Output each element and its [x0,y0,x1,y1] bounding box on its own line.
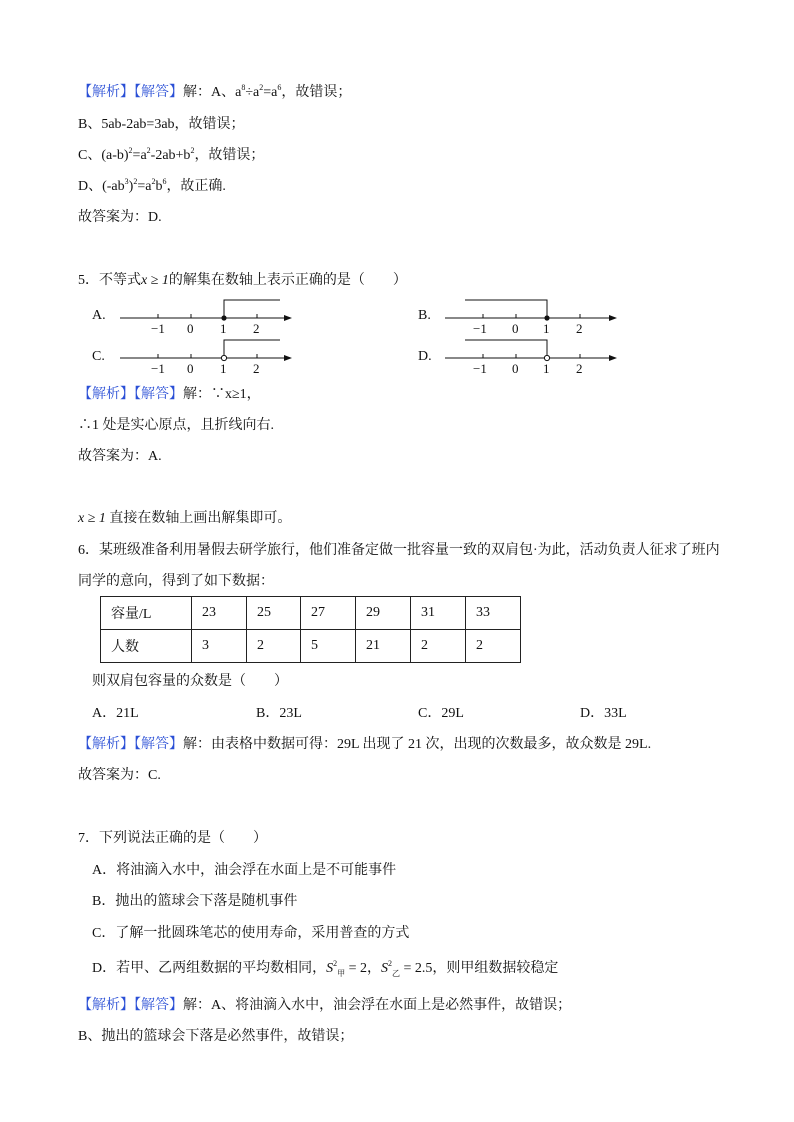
tick-label: −1 [151,361,165,376]
tick-label: 2 [253,361,260,376]
q7-option-b: B．抛出的篮球会下落是随机事件 [92,894,298,909]
math: x ≥ 1 [141,273,169,288]
tick-label: 1 [543,361,550,376]
q7-option-c: C．了解一批圆珠笔芯的使用寿命，采用普查的方式 [92,926,410,941]
sup: 2 [388,959,393,968]
text: 解：由表格中数据可得：29L 出现了 21 次，出现的次数最多，故众数是 29L. [183,737,652,752]
q7-solution-b: B、抛出的篮球会下落是必然事件，故错误； [78,1029,354,1044]
analysis-tag: 【解析】 [78,998,134,1013]
text: =a [263,85,278,100]
q5-solution-line-1 [78,386,261,404]
tick-label: 0 [512,361,519,376]
table-cell: 23 [192,597,247,630]
text: ÷a [245,85,260,100]
sup: 6 [162,177,167,186]
tick-label: −1 [473,321,487,336]
sup: 2 [151,177,156,186]
sup: 6 [277,83,282,92]
q5-option-a-label: A. [92,308,106,323]
table-cell: 5 [301,630,356,663]
q7-option-a: A．将油滴入水中，油会浮在水面上是不可能事件 [92,863,397,878]
table-cell: 21 [356,630,411,663]
q5-conclusion: 故答案为：A. [78,449,162,464]
table-cell: 3 [192,630,247,663]
table-cell: 2 [466,630,521,663]
text: ，故正确. [166,179,226,194]
q5-number-line-c [118,338,298,378]
table-cell: 27 [301,597,356,630]
tick-label: 2 [253,321,260,336]
text: ，故错误； [194,148,265,163]
sub: 甲 [337,968,346,978]
math: S [381,961,389,976]
text: 5．不等式 [78,273,141,288]
text: 直接在数轴上画出解集即可。 [109,511,292,526]
text: ，则甲组数据较稳定 [432,961,559,976]
tick-label: 1 [220,321,227,336]
q4-conclusion: 故答案为：D. [78,210,162,225]
text: D、(-ab [78,179,125,194]
table-cell: 容量/L [101,597,192,630]
answer-tag: 【解答】 [134,737,183,752]
table-cell: 25 [247,597,301,630]
q4-solution-line-c [78,147,264,165]
table-cell: 33 [466,597,521,630]
q5-option-d-label: D. [418,349,432,364]
tick-label: 1 [543,321,550,336]
text: -2ab+b [150,148,191,163]
q5-solution-line-2: ∴1 处是实心原点，且折线向右. [78,418,274,433]
math: = 2.5 [400,961,433,976]
q5-number-line-a [118,298,298,338]
tick-label: 2 [576,321,583,336]
text: 解：A、将油滴入水中，油会浮在水面上是必然事件，故错误； [183,998,572,1013]
q4-solution-line-b: B、5ab-2ab=3ab，故错误； [78,117,245,132]
answer-tag: 【解答】 [134,387,183,402]
q6-option-a: A．21L [92,706,139,721]
tick-label: −1 [151,321,165,336]
sup: 2 [133,177,138,186]
q5-stem [78,272,407,290]
sup: 2 [259,83,264,92]
q6-option-d: D．33L [580,706,627,721]
tick-label: −1 [473,361,487,376]
table-cell: 2 [247,630,301,663]
q6-option-b: B．23L [256,706,302,721]
text: ，故错误； [281,85,352,100]
table-row [101,597,521,630]
sup: 8 [241,83,246,92]
text: ) [128,179,134,194]
q7-solution-a [78,997,571,1015]
sup: 2 [333,959,338,968]
q5-comment [78,510,291,528]
q7-stem: 7．下列说法正确的是（ ） [78,831,267,846]
text: D．若甲、乙两组数据的平均数相同， [92,961,327,976]
q5-option-c-label: C. [92,349,105,364]
q7-option-d [92,960,558,978]
sup: 2 [190,146,195,155]
sup: 2 [146,146,151,155]
tick-label: 0 [512,321,519,336]
answer-tag: 【解答】 [134,85,183,100]
q4-solution-line-d [78,178,226,196]
text: C、(a-b) [78,148,129,163]
q6-data-table [100,596,521,663]
table-cell: 31 [411,597,466,630]
q6-stem-line-1: 6．某班级准备利用暑假去研学旅行，他们准备定做一批容量一致的双肩包·为此，活动负责人征求了班内 [78,543,720,558]
q5-number-line-d [443,338,623,378]
table-row [101,630,521,663]
analysis-tag: 【解析】 [78,387,134,402]
q6-solution [78,736,651,754]
math: = 2 [345,961,368,976]
table-cell: 29 [356,597,411,630]
text: =a [137,179,152,194]
q5-option-b-label: B. [418,308,431,323]
table-cell: 人数 [101,630,192,663]
sup: 3 [124,177,129,186]
q6-conclusion: 故答案为：C. [78,768,161,783]
tick-label: 0 [187,361,194,376]
tick-label: 2 [576,361,583,376]
tick-label: 1 [220,361,227,376]
math: S [326,961,334,976]
table-cell: 2 [411,630,466,663]
text: b [155,179,163,194]
text: 解：∵x≥1， [183,387,261,402]
sub: 乙 [392,968,401,978]
q6-option-c: C．29L [418,706,464,721]
analysis-tag: 【解析】 [78,85,134,100]
text: 的解集在数轴上表示正确的是（ ） [168,273,407,288]
text: 解：A、a [183,85,242,100]
q6-stem-line-2: 同学的意向，得到了如下数据： [78,574,274,589]
math: x ≥ 1 [78,511,106,526]
q5-number-line-b [443,298,623,338]
analysis-tag: 【解析】 [78,737,134,752]
tick-label: 0 [187,321,194,336]
q4-solution-line-a [78,84,351,102]
q6-question: 则双肩包容量的众数是（ ） [92,674,288,689]
answer-tag: 【解答】 [134,998,183,1013]
text: =a [132,148,147,163]
text: ， [367,961,382,976]
sup: 2 [128,146,133,155]
